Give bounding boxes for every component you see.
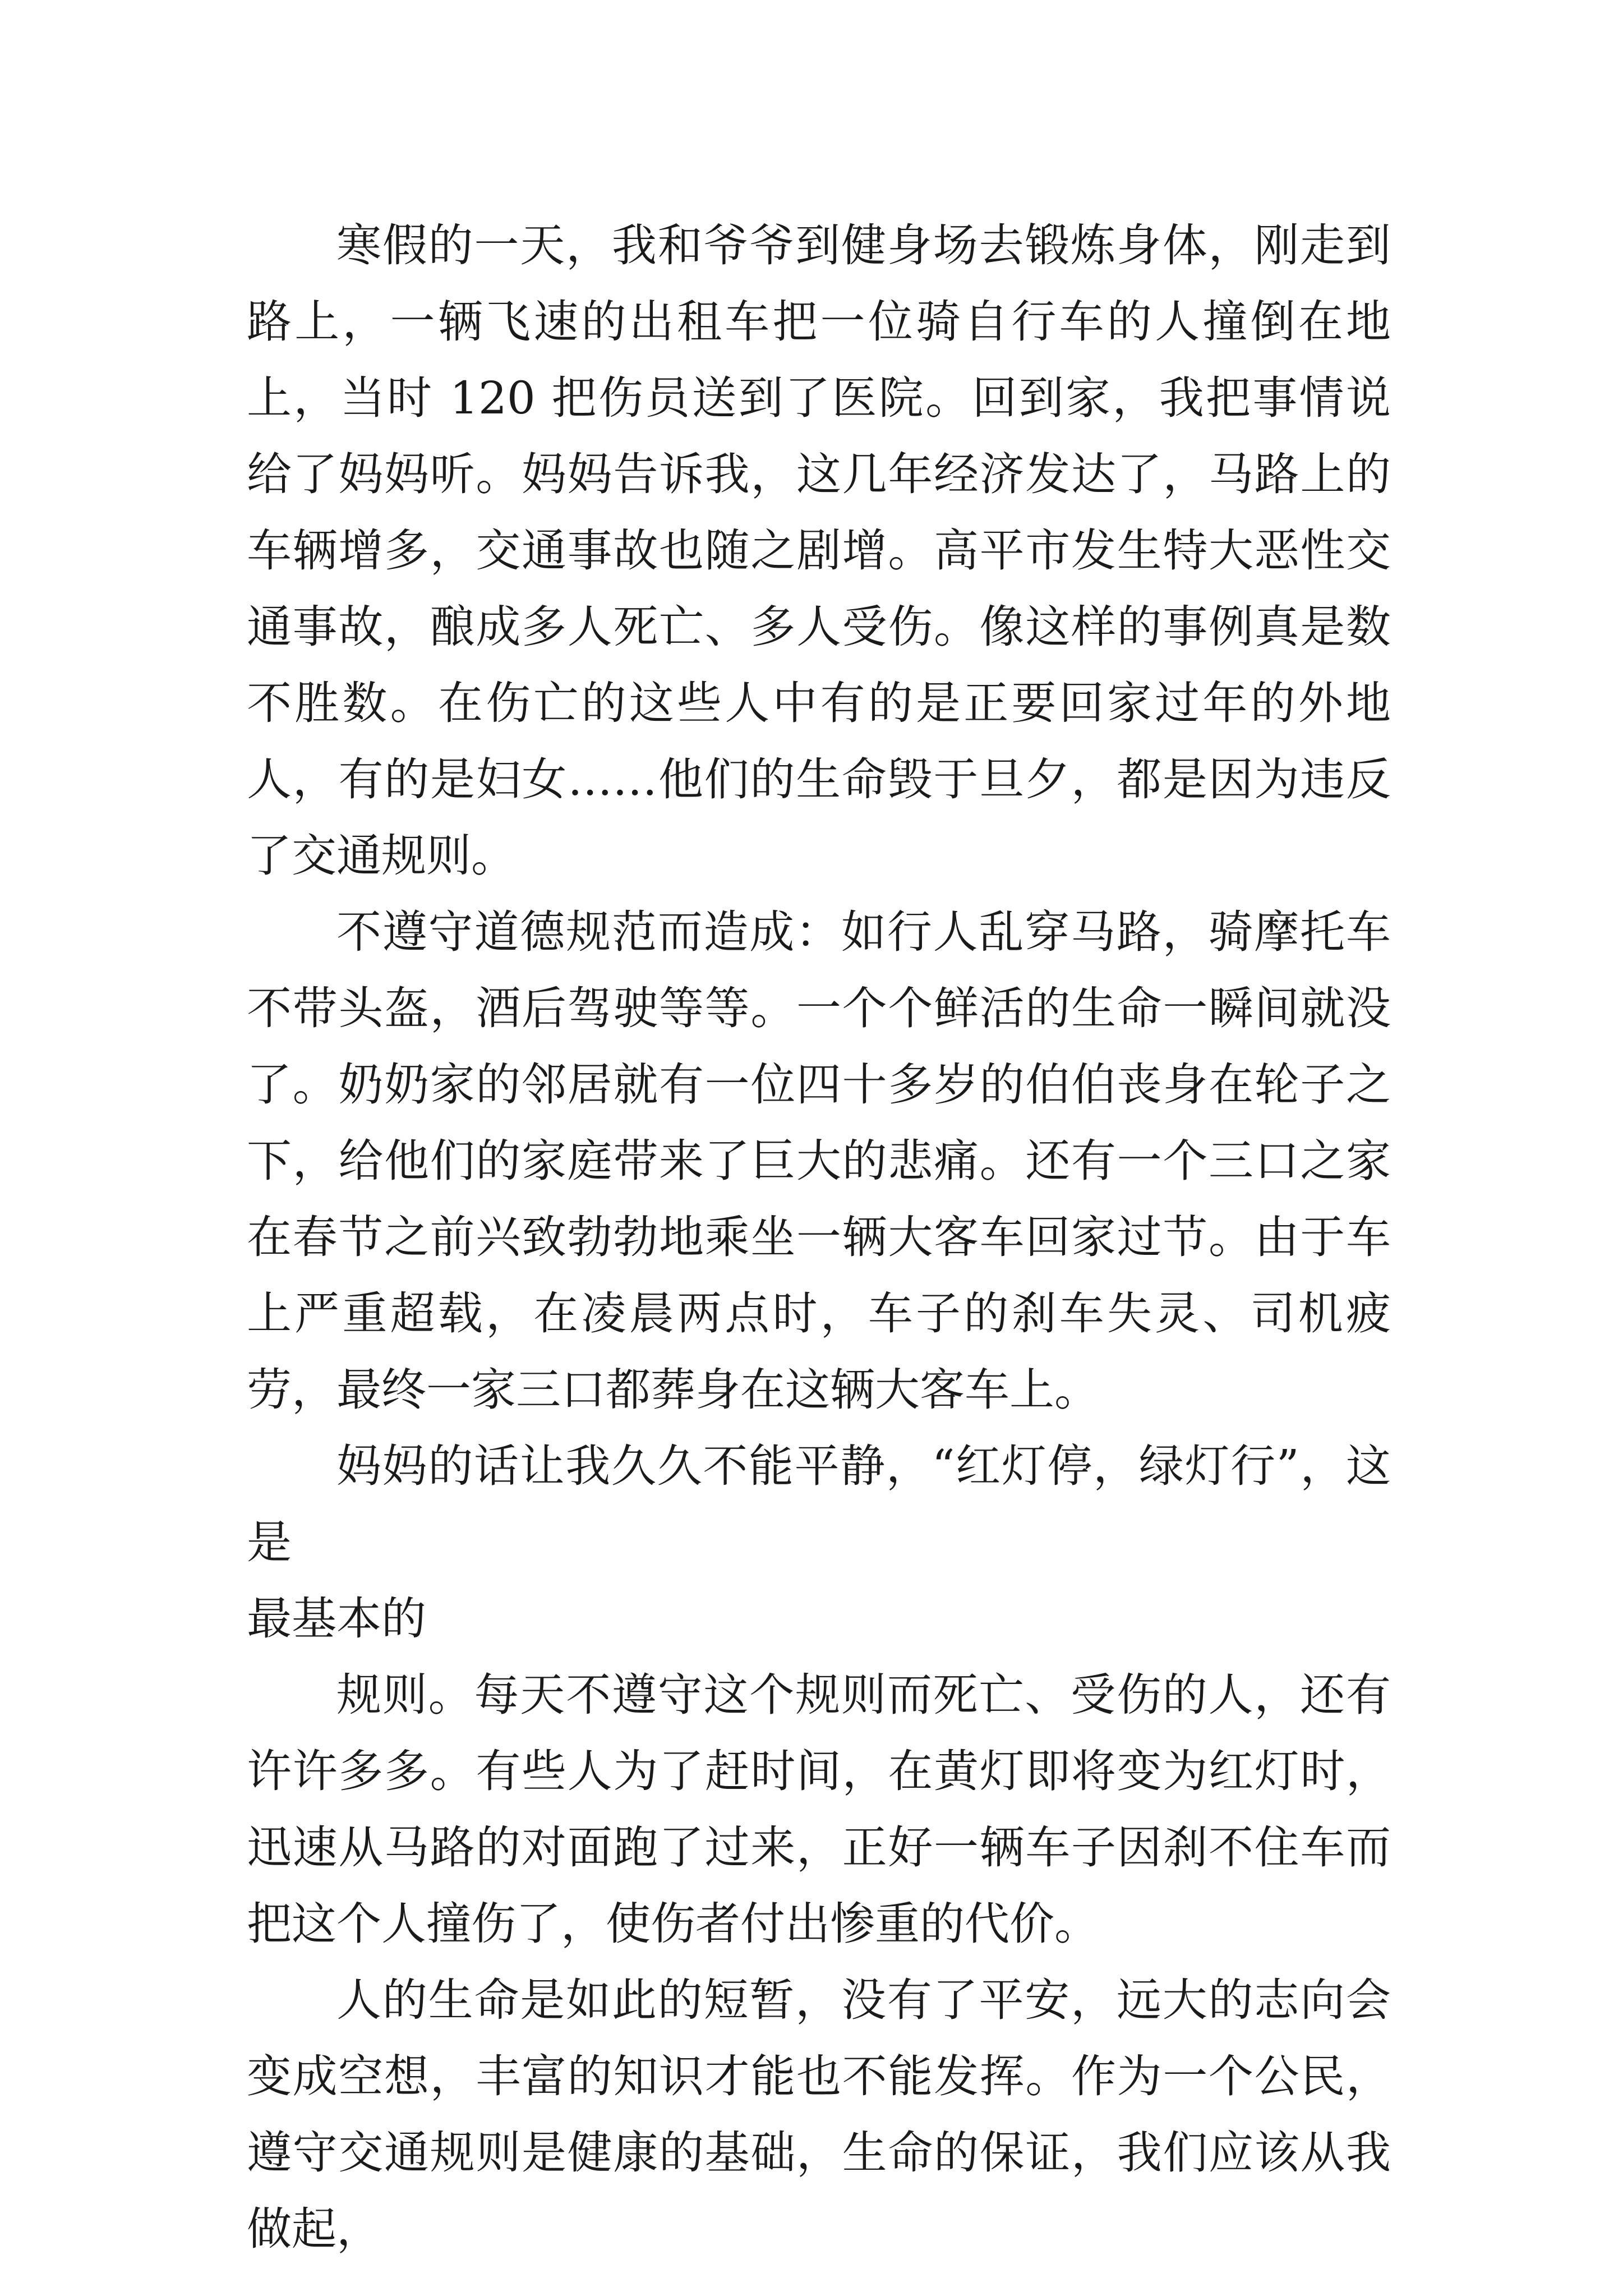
paragraph-2: 不遵守道德规范而造成：如行人乱穿马路，骑摩托车不带头盔，酒后驾驶等等。一个个鲜活的生命一瞬间就没了。奶奶家的邻居就有一位四十多岁的伯伯丧身在轮子之下，给他们的家庭带来了巨大的悲痛。还有一个三口之家在春节之前兴致勃勃地乘坐一辆大客车回家过节。由于车上严重超载，在凌晨两点时，车子的刹车失灵、司机疲劳，最终一家三口都葬身在这辆大客车上。 <box>247 906 1391 1416</box>
paragraph-4: 规则。每天不遵守这个规则而死亡、受伤的人，还有许许多多。有些人为了赶时间，在黄灯即将变为红灯时，迅速从马路的对面跑了过来，正好一辆车子因刹不住车而把这个人撞伤了，使伤者付出惨重的代价。 <box>247 1669 1391 1950</box>
document-body <box>247 208 1391 2267</box>
paragraph-3: 妈妈的话让我久久不能平静，“红灯停，绿灯行”，这是 <box>247 1440 1391 1568</box>
paragraph-3-continued: 最基本的 <box>247 1593 426 1645</box>
paragraph-1: 寒假的一天，我和爷爷到健身场去锻炼身体，刚走到路上，一辆飞速的出租车把一位骑自行车的人撞倒在地上，当时 120 把伤员送到了医院。回到家，我把事情说给了妈妈听。妈妈告诉我，这几年经济发达了，马路上的车辆增多，交通事故也随之剧增。高平市发生特大恶性交通事故，酿成多人死亡、多人受伤。像这样的事例真是数不胜数。在伤亡的这些人中有的是正要回家过年的外地人，有的是妇女……他们的生命毁于旦夕，都是因为违反了交通规则。 <box>247 219 1391 882</box>
paragraph-5: 人的生命是如此的短暂，没有了平安，远大的志向会变成空想，丰富的知识才能也不能发挥。作为一个公民，遵守交通规则是健康的基础，生命的保证，我们应该从我做起， <box>247 1974 1391 2255</box>
